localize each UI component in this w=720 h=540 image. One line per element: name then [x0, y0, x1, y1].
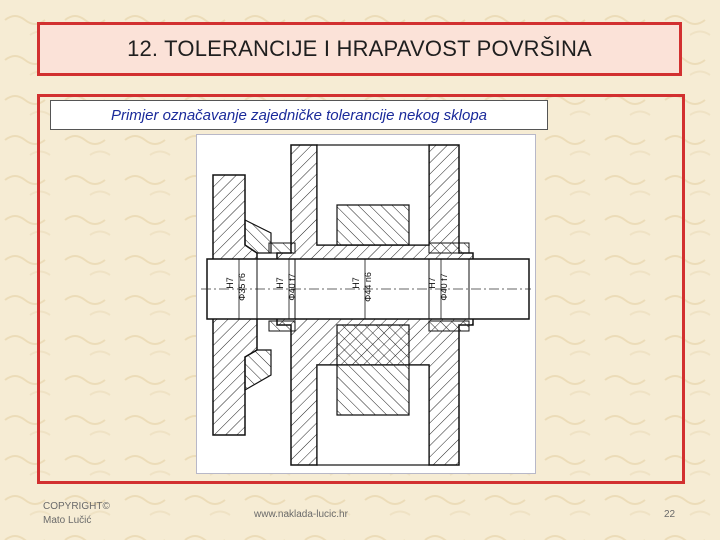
page-number: 22	[664, 509, 676, 520]
label-tol-1: H7	[225, 277, 235, 289]
label-tol-3: H7	[351, 277, 361, 289]
subtitle-box	[50, 100, 548, 130]
footer-url: www.naklada-lucic.hr	[254, 509, 348, 520]
label-fit-2: Φ40 f7	[287, 273, 297, 301]
label-fit-4: Φ40 f7	[439, 273, 449, 301]
title-box	[37, 22, 682, 76]
footer-copyright	[43, 500, 153, 528]
label-fit-3: Φ44 n6	[363, 272, 373, 302]
assembly-drawing	[196, 134, 536, 474]
label-fit-1: Φ35 r6	[237, 273, 247, 301]
label-tol-2: H7	[275, 277, 285, 289]
slide-subtitle: Primjer označavanje zajedničke tolerancije nekog sklopa	[110, 106, 488, 124]
label-tol-4: H7	[427, 277, 437, 289]
assembly-drawing-svg	[197, 135, 535, 473]
slide-title: 12. TOLERANCIJE I HRAPAVOST POVRŠINA	[127, 36, 592, 61]
copyright-line-1: COPYRIGHT©	[43, 501, 110, 512]
copyright-line-2: Mato Lučić	[43, 515, 92, 526]
